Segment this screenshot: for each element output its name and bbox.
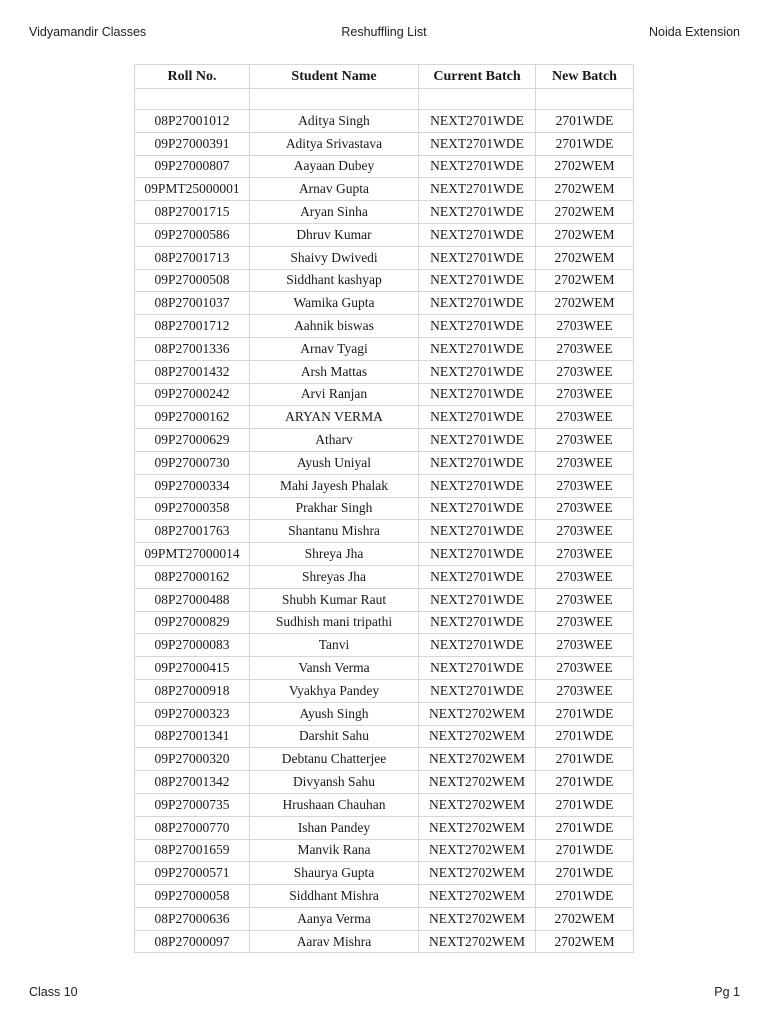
new-batch-cell: 2702WEM bbox=[536, 907, 634, 930]
roll-no-cell: 09P27000358 bbox=[135, 497, 250, 520]
current-batch-cell: NEXT2701WDE bbox=[419, 634, 536, 657]
student-name-cell: Sudhish mani tripathi bbox=[250, 611, 419, 634]
current-batch-cell: NEXT2702WEM bbox=[419, 930, 536, 953]
current-batch-cell: NEXT2701WDE bbox=[419, 155, 536, 178]
column-header-new-batch: New Batch bbox=[536, 65, 634, 89]
table-row bbox=[135, 474, 634, 497]
new-batch-cell: 2702WEM bbox=[536, 246, 634, 269]
student-name-cell: Darshit Sahu bbox=[250, 725, 419, 748]
roll-no-cell: 09PMT25000001 bbox=[135, 178, 250, 201]
table-row bbox=[135, 497, 634, 520]
new-batch-cell: 2703WEE bbox=[536, 657, 634, 680]
student-name-cell: Shreyas Jha bbox=[250, 565, 419, 588]
student-name-cell: Aanya Verma bbox=[250, 907, 419, 930]
roll-no-cell: 09PMT27000014 bbox=[135, 543, 250, 566]
roll-no-cell: 08P27000097 bbox=[135, 930, 250, 953]
student-name-cell: Divyansh Sahu bbox=[250, 771, 419, 794]
table-row bbox=[135, 543, 634, 566]
table-row bbox=[135, 406, 634, 429]
table-row bbox=[135, 383, 634, 406]
new-batch-cell: 2703WEE bbox=[536, 360, 634, 383]
student-name-cell: Aarav Mishra bbox=[250, 930, 419, 953]
header-document-title: Reshuffling List bbox=[341, 25, 427, 39]
new-batch-cell: 2703WEE bbox=[536, 451, 634, 474]
roll-no-cell: 08P27001341 bbox=[135, 725, 250, 748]
student-name-cell: Vyakhya Pandey bbox=[250, 679, 419, 702]
student-name-cell: Atharv bbox=[250, 429, 419, 452]
current-batch-cell: NEXT2701WDE bbox=[419, 292, 536, 315]
current-batch-cell: NEXT2702WEM bbox=[419, 862, 536, 885]
footer-class-label: Class 10 bbox=[29, 985, 78, 999]
table-cell bbox=[419, 89, 536, 110]
table-row bbox=[135, 862, 634, 885]
current-batch-cell: NEXT2701WDE bbox=[419, 497, 536, 520]
roll-no-cell: 09P27000807 bbox=[135, 155, 250, 178]
student-name-cell: Shreya Jha bbox=[250, 543, 419, 566]
current-batch-cell: NEXT2702WEM bbox=[419, 907, 536, 930]
roll-no-cell: 09P27000415 bbox=[135, 657, 250, 680]
table-row bbox=[135, 520, 634, 543]
student-name-cell: Aditya Srivastava bbox=[250, 132, 419, 155]
roll-no-cell: 08P27001659 bbox=[135, 839, 250, 862]
student-name-cell: Shaivy Dwivedi bbox=[250, 246, 419, 269]
footer-page-number: Pg 1 bbox=[714, 985, 740, 999]
header-branch-name: Noida Extension bbox=[648, 25, 740, 39]
student-name-cell: Shantanu Mishra bbox=[250, 520, 419, 543]
student-name-cell: Shaurya Gupta bbox=[250, 862, 419, 885]
student-name-cell: Arsh Mattas bbox=[250, 360, 419, 383]
student-name-cell: Siddhant Mishra bbox=[250, 885, 419, 908]
column-header-student-name: Student Name bbox=[250, 65, 419, 89]
new-batch-cell: 2703WEE bbox=[536, 588, 634, 611]
column-header-roll-no: Roll No. bbox=[135, 65, 250, 89]
current-batch-cell: NEXT2701WDE bbox=[419, 132, 536, 155]
current-batch-cell: NEXT2701WDE bbox=[419, 657, 536, 680]
table-row bbox=[135, 178, 634, 201]
student-name-cell: Dhruv Kumar bbox=[250, 223, 419, 246]
header-institute-name: Vidyamandir Classes bbox=[29, 25, 147, 39]
current-batch-cell: NEXT2701WDE bbox=[419, 474, 536, 497]
table-row bbox=[135, 725, 634, 748]
new-batch-cell: 2701WDE bbox=[536, 702, 634, 725]
current-batch-cell: NEXT2701WDE bbox=[419, 383, 536, 406]
table-row bbox=[135, 451, 634, 474]
table-row bbox=[135, 657, 634, 680]
table-row bbox=[135, 565, 634, 588]
current-batch-cell: NEXT2701WDE bbox=[419, 429, 536, 452]
current-batch-cell: NEXT2702WEM bbox=[419, 816, 536, 839]
current-batch-cell: NEXT2701WDE bbox=[419, 223, 536, 246]
student-name-cell: Aahnik biswas bbox=[250, 315, 419, 338]
table-spacer-row bbox=[135, 89, 634, 110]
new-batch-cell: 2703WEE bbox=[536, 315, 634, 338]
roll-no-cell: 08P27001712 bbox=[135, 315, 250, 338]
current-batch-cell: NEXT2701WDE bbox=[419, 269, 536, 292]
new-batch-cell: 2701WDE bbox=[536, 816, 634, 839]
new-batch-cell: 2703WEE bbox=[536, 634, 634, 657]
table-body bbox=[135, 89, 634, 953]
table-cell bbox=[536, 89, 634, 110]
new-batch-cell: 2703WEE bbox=[536, 611, 634, 634]
roll-no-cell: 09P27000242 bbox=[135, 383, 250, 406]
roll-no-cell: 09P27000571 bbox=[135, 862, 250, 885]
student-name-cell: Tanvi bbox=[250, 634, 419, 657]
roll-no-cell: 08P27000488 bbox=[135, 588, 250, 611]
roll-no-cell: 09P27000320 bbox=[135, 748, 250, 771]
new-batch-cell: 2701WDE bbox=[536, 771, 634, 794]
new-batch-cell: 2702WEM bbox=[536, 292, 634, 315]
new-batch-cell: 2701WDE bbox=[536, 725, 634, 748]
current-batch-cell: NEXT2701WDE bbox=[419, 360, 536, 383]
roll-no-cell: 08P27001037 bbox=[135, 292, 250, 315]
current-batch-cell: NEXT2701WDE bbox=[419, 679, 536, 702]
new-batch-cell: 2703WEE bbox=[536, 565, 634, 588]
new-batch-cell: 2702WEM bbox=[536, 178, 634, 201]
table-cell bbox=[135, 89, 250, 110]
new-batch-cell: 2701WDE bbox=[536, 793, 634, 816]
roll-no-cell: 08P27000918 bbox=[135, 679, 250, 702]
roll-no-cell: 08P27001713 bbox=[135, 246, 250, 269]
table-row bbox=[135, 292, 634, 315]
table-cell bbox=[250, 89, 419, 110]
current-batch-cell: NEXT2702WEM bbox=[419, 702, 536, 725]
new-batch-cell: 2703WEE bbox=[536, 406, 634, 429]
roll-no-cell: 09P27000323 bbox=[135, 702, 250, 725]
new-batch-cell: 2702WEM bbox=[536, 155, 634, 178]
student-name-cell: Vansh Verma bbox=[250, 657, 419, 680]
new-batch-cell: 2703WEE bbox=[536, 474, 634, 497]
table-row bbox=[135, 634, 634, 657]
table-row bbox=[135, 839, 634, 862]
student-name-cell: Siddhant kashyap bbox=[250, 269, 419, 292]
table-row bbox=[135, 611, 634, 634]
current-batch-cell: NEXT2702WEM bbox=[419, 885, 536, 908]
table-row bbox=[135, 337, 634, 360]
table-row bbox=[135, 748, 634, 771]
new-batch-cell: 2702WEM bbox=[536, 930, 634, 953]
table-row bbox=[135, 315, 634, 338]
student-name-cell: ARYAN VERMA bbox=[250, 406, 419, 429]
new-batch-cell: 2702WEM bbox=[536, 201, 634, 224]
roll-no-cell: 08P27000162 bbox=[135, 565, 250, 588]
current-batch-cell: NEXT2701WDE bbox=[419, 315, 536, 338]
roll-no-cell: 08P27001715 bbox=[135, 201, 250, 224]
current-batch-cell: NEXT2701WDE bbox=[419, 178, 536, 201]
new-batch-cell: 2701WDE bbox=[536, 839, 634, 862]
table-row bbox=[135, 816, 634, 839]
new-batch-cell: 2703WEE bbox=[536, 337, 634, 360]
current-batch-cell: NEXT2701WDE bbox=[419, 201, 536, 224]
new-batch-cell: 2703WEE bbox=[536, 679, 634, 702]
roll-no-cell: 09P27000058 bbox=[135, 885, 250, 908]
new-batch-cell: 2703WEE bbox=[536, 429, 634, 452]
table-header-row bbox=[135, 65, 634, 89]
roll-no-cell: 08P27001763 bbox=[135, 520, 250, 543]
current-batch-cell: NEXT2702WEM bbox=[419, 793, 536, 816]
current-batch-cell: NEXT2702WEM bbox=[419, 725, 536, 748]
current-batch-cell: NEXT2701WDE bbox=[419, 520, 536, 543]
new-batch-cell: 2702WEM bbox=[536, 269, 634, 292]
student-name-cell: Hrushaan Chauhan bbox=[250, 793, 419, 816]
roll-no-cell: 09P27000391 bbox=[135, 132, 250, 155]
column-header-current-batch: Current Batch bbox=[419, 65, 536, 89]
table-row bbox=[135, 132, 634, 155]
roll-no-cell: 09P27000162 bbox=[135, 406, 250, 429]
current-batch-cell: NEXT2701WDE bbox=[419, 451, 536, 474]
roll-no-cell: 09P27000629 bbox=[135, 429, 250, 452]
roll-no-cell: 08P27001432 bbox=[135, 360, 250, 383]
student-name-cell: Shubh Kumar Raut bbox=[250, 588, 419, 611]
student-name-cell: Manvik Rana bbox=[250, 839, 419, 862]
current-batch-cell: NEXT2702WEM bbox=[419, 771, 536, 794]
roll-no-cell: 09P27000829 bbox=[135, 611, 250, 634]
current-batch-cell: NEXT2702WEM bbox=[419, 748, 536, 771]
current-batch-cell: NEXT2701WDE bbox=[419, 588, 536, 611]
student-name-cell: Arnav Tyagi bbox=[250, 337, 419, 360]
student-name-cell: Aditya Singh bbox=[250, 110, 419, 133]
table-row bbox=[135, 269, 634, 292]
table-row bbox=[135, 702, 634, 725]
roll-no-cell: 09P27000735 bbox=[135, 793, 250, 816]
student-name-cell: Wamika Gupta bbox=[250, 292, 419, 315]
table-row bbox=[135, 429, 634, 452]
current-batch-cell: NEXT2701WDE bbox=[419, 543, 536, 566]
roll-no-cell: 09P27000083 bbox=[135, 634, 250, 657]
table-row bbox=[135, 588, 634, 611]
table-row bbox=[135, 201, 634, 224]
student-name-cell: Arvi Ranjan bbox=[250, 383, 419, 406]
new-batch-cell: 2702WEM bbox=[536, 223, 634, 246]
table-row bbox=[135, 771, 634, 794]
new-batch-cell: 2703WEE bbox=[536, 520, 634, 543]
table-row bbox=[135, 223, 634, 246]
table-row bbox=[135, 246, 634, 269]
table-row bbox=[135, 110, 634, 133]
current-batch-cell: NEXT2701WDE bbox=[419, 246, 536, 269]
new-batch-cell: 2701WDE bbox=[536, 748, 634, 771]
new-batch-cell: 2703WEE bbox=[536, 497, 634, 520]
new-batch-cell: 2703WEE bbox=[536, 383, 634, 406]
new-batch-cell: 2701WDE bbox=[536, 110, 634, 133]
new-batch-cell: 2701WDE bbox=[536, 885, 634, 908]
student-name-cell: Debtanu Chatterjee bbox=[250, 748, 419, 771]
roll-no-cell: 09P27000586 bbox=[135, 223, 250, 246]
table-row bbox=[135, 793, 634, 816]
student-name-cell: Aayaan Dubey bbox=[250, 155, 419, 178]
roll-no-cell: 09P27000730 bbox=[135, 451, 250, 474]
current-batch-cell: NEXT2701WDE bbox=[419, 565, 536, 588]
current-batch-cell: NEXT2702WEM bbox=[419, 839, 536, 862]
roll-no-cell: 08P27001336 bbox=[135, 337, 250, 360]
roll-no-cell: 08P27000636 bbox=[135, 907, 250, 930]
current-batch-cell: NEXT2701WDE bbox=[419, 406, 536, 429]
table-row bbox=[135, 930, 634, 953]
new-batch-cell: 2703WEE bbox=[536, 543, 634, 566]
student-name-cell: Arnav Gupta bbox=[250, 178, 419, 201]
table-row bbox=[135, 155, 634, 178]
student-name-cell: Ayush Uniyal bbox=[250, 451, 419, 474]
roll-no-cell: 09P27000508 bbox=[135, 269, 250, 292]
roll-no-cell: 08P27001342 bbox=[135, 771, 250, 794]
student-name-cell: Ayush Singh bbox=[250, 702, 419, 725]
current-batch-cell: NEXT2701WDE bbox=[419, 337, 536, 360]
new-batch-cell: 2701WDE bbox=[536, 132, 634, 155]
student-name-cell: Ishan Pandey bbox=[250, 816, 419, 839]
table-row bbox=[135, 679, 634, 702]
roll-no-cell: 08P27001012 bbox=[135, 110, 250, 133]
reshuffling-table bbox=[134, 64, 634, 953]
roll-no-cell: 08P27000770 bbox=[135, 816, 250, 839]
student-name-cell: Mahi Jayesh Phalak bbox=[250, 474, 419, 497]
roll-no-cell: 09P27000334 bbox=[135, 474, 250, 497]
table-row bbox=[135, 907, 634, 930]
table-row bbox=[135, 360, 634, 383]
new-batch-cell: 2701WDE bbox=[536, 862, 634, 885]
current-batch-cell: NEXT2701WDE bbox=[419, 110, 536, 133]
student-name-cell: Prakhar Singh bbox=[250, 497, 419, 520]
table-row bbox=[135, 885, 634, 908]
student-name-cell: Aryan Sinha bbox=[250, 201, 419, 224]
current-batch-cell: NEXT2701WDE bbox=[419, 611, 536, 634]
